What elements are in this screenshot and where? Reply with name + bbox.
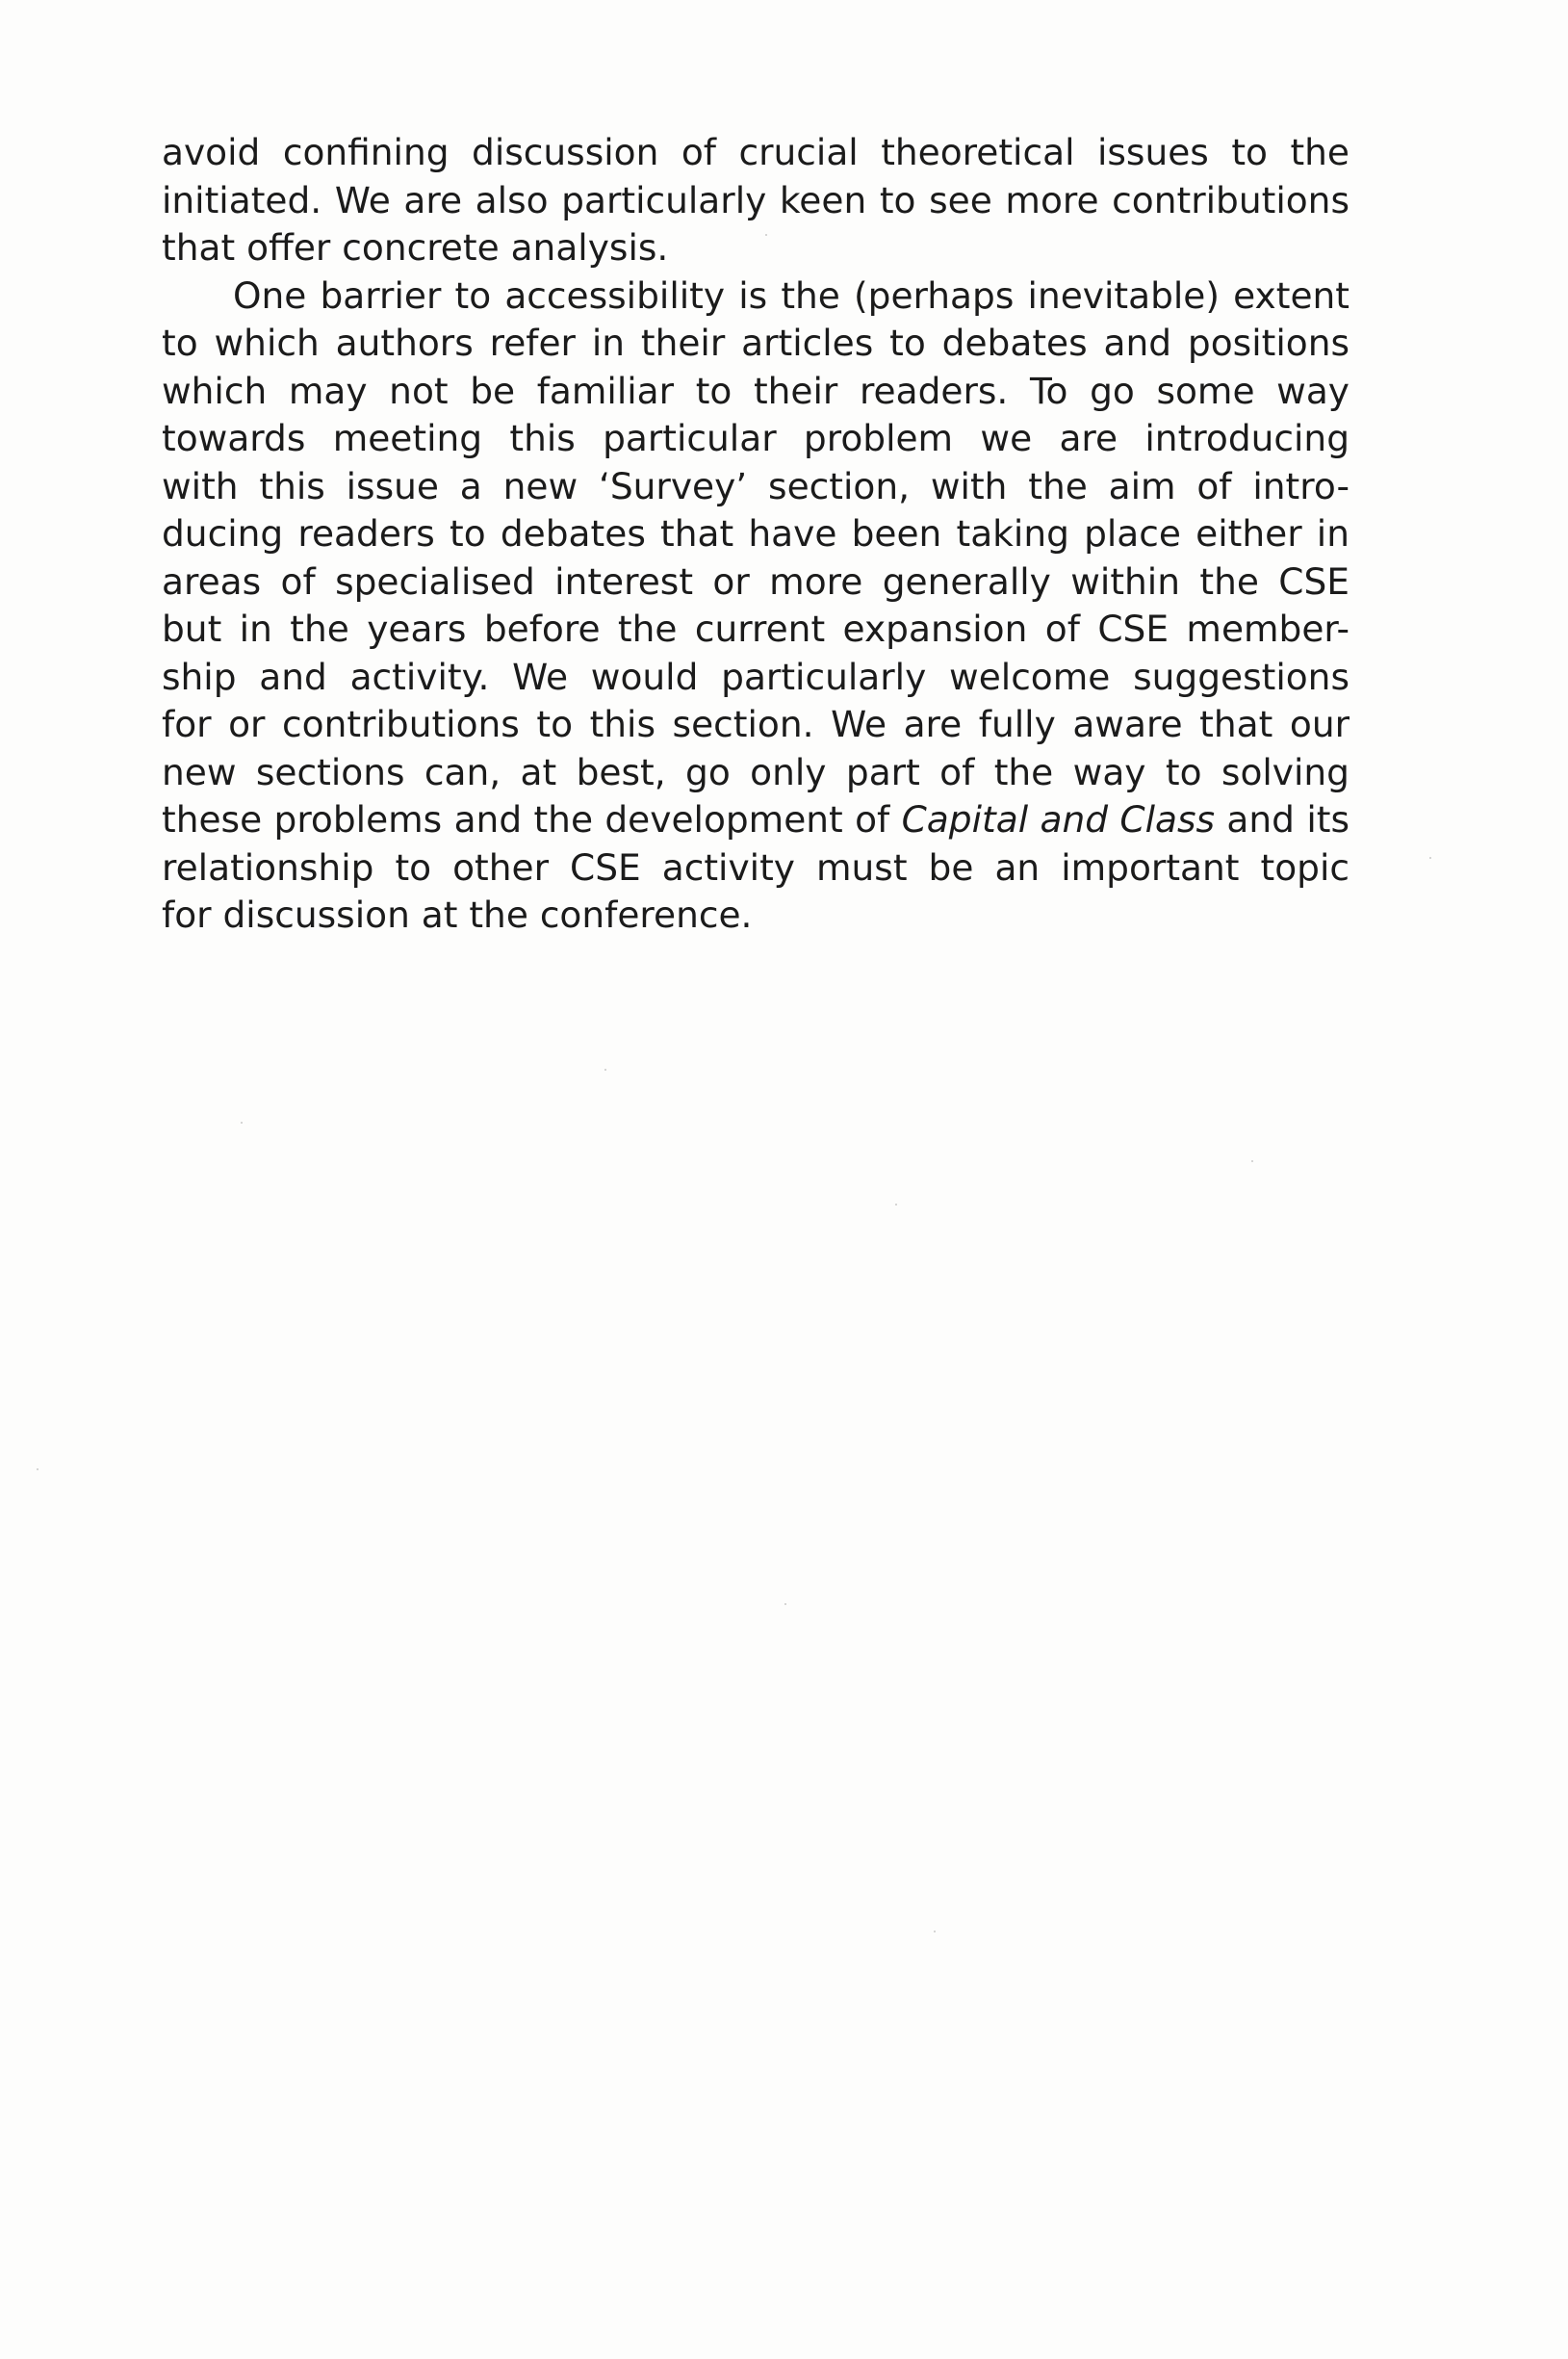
scan-speck	[37, 1468, 39, 1470]
text-line: for discussion at the conference.	[162, 894, 753, 936]
text-line: for or contributions to this section. We are fully aware that our	[162, 703, 1350, 745]
scan-speck	[241, 1122, 243, 1124]
scan-speck	[934, 1931, 936, 1932]
text-line: ship and activity. We would particularly welcome suggestions	[162, 655, 1350, 698]
text-line: avoid confining discussion of crucial theoretical issues to the	[162, 131, 1350, 173]
text-line: to which authors refer in their articles to debates and positions	[162, 322, 1350, 364]
text-line: One barrier to accessibility is the (perhaps inevitable) extent	[233, 273, 1350, 317]
scan-speck	[765, 234, 767, 236]
text-line: towards meeting this particular problem we are introducing	[162, 417, 1350, 459]
scan-speck	[784, 1603, 786, 1605]
text-line: which may not be familiar to their readers. To go some way	[162, 369, 1350, 412]
publication-title: Capital and Class	[901, 798, 1216, 841]
text-line: new sections can, at best, go only part of the way to solving	[162, 750, 1350, 793]
scan-speck	[1429, 857, 1431, 859]
text-fragment: and its	[1226, 798, 1350, 841]
scan-speck	[604, 1069, 606, 1071]
paragraph-1	[162, 129, 1350, 272]
text-line: relationship to other CSE activity must be an important topic	[162, 845, 1350, 889]
text-line: areas of specialised interest or more generally within the CSE	[162, 559, 1350, 603]
text-line: that offer concrete analysis.	[162, 226, 669, 269]
text-fragment: these problems and the development of	[162, 798, 890, 841]
text-line: ducing readers to debates that have been taking place either in	[162, 512, 1350, 555]
scan-speck	[1251, 1160, 1253, 1162]
text-line: but in the years before the current expansion of CSE member-	[162, 608, 1350, 650]
body-text	[162, 129, 1350, 940]
text-line: with this issue a new ‘Survey’ section, with the aim of intro-	[162, 464, 1350, 507]
scan-speck	[895, 1204, 897, 1205]
text-line-with-title	[162, 796, 1350, 844]
paragraph-2	[162, 272, 1350, 940]
text-line: initiated. We are also particularly keen to see more contributions	[162, 178, 1350, 221]
